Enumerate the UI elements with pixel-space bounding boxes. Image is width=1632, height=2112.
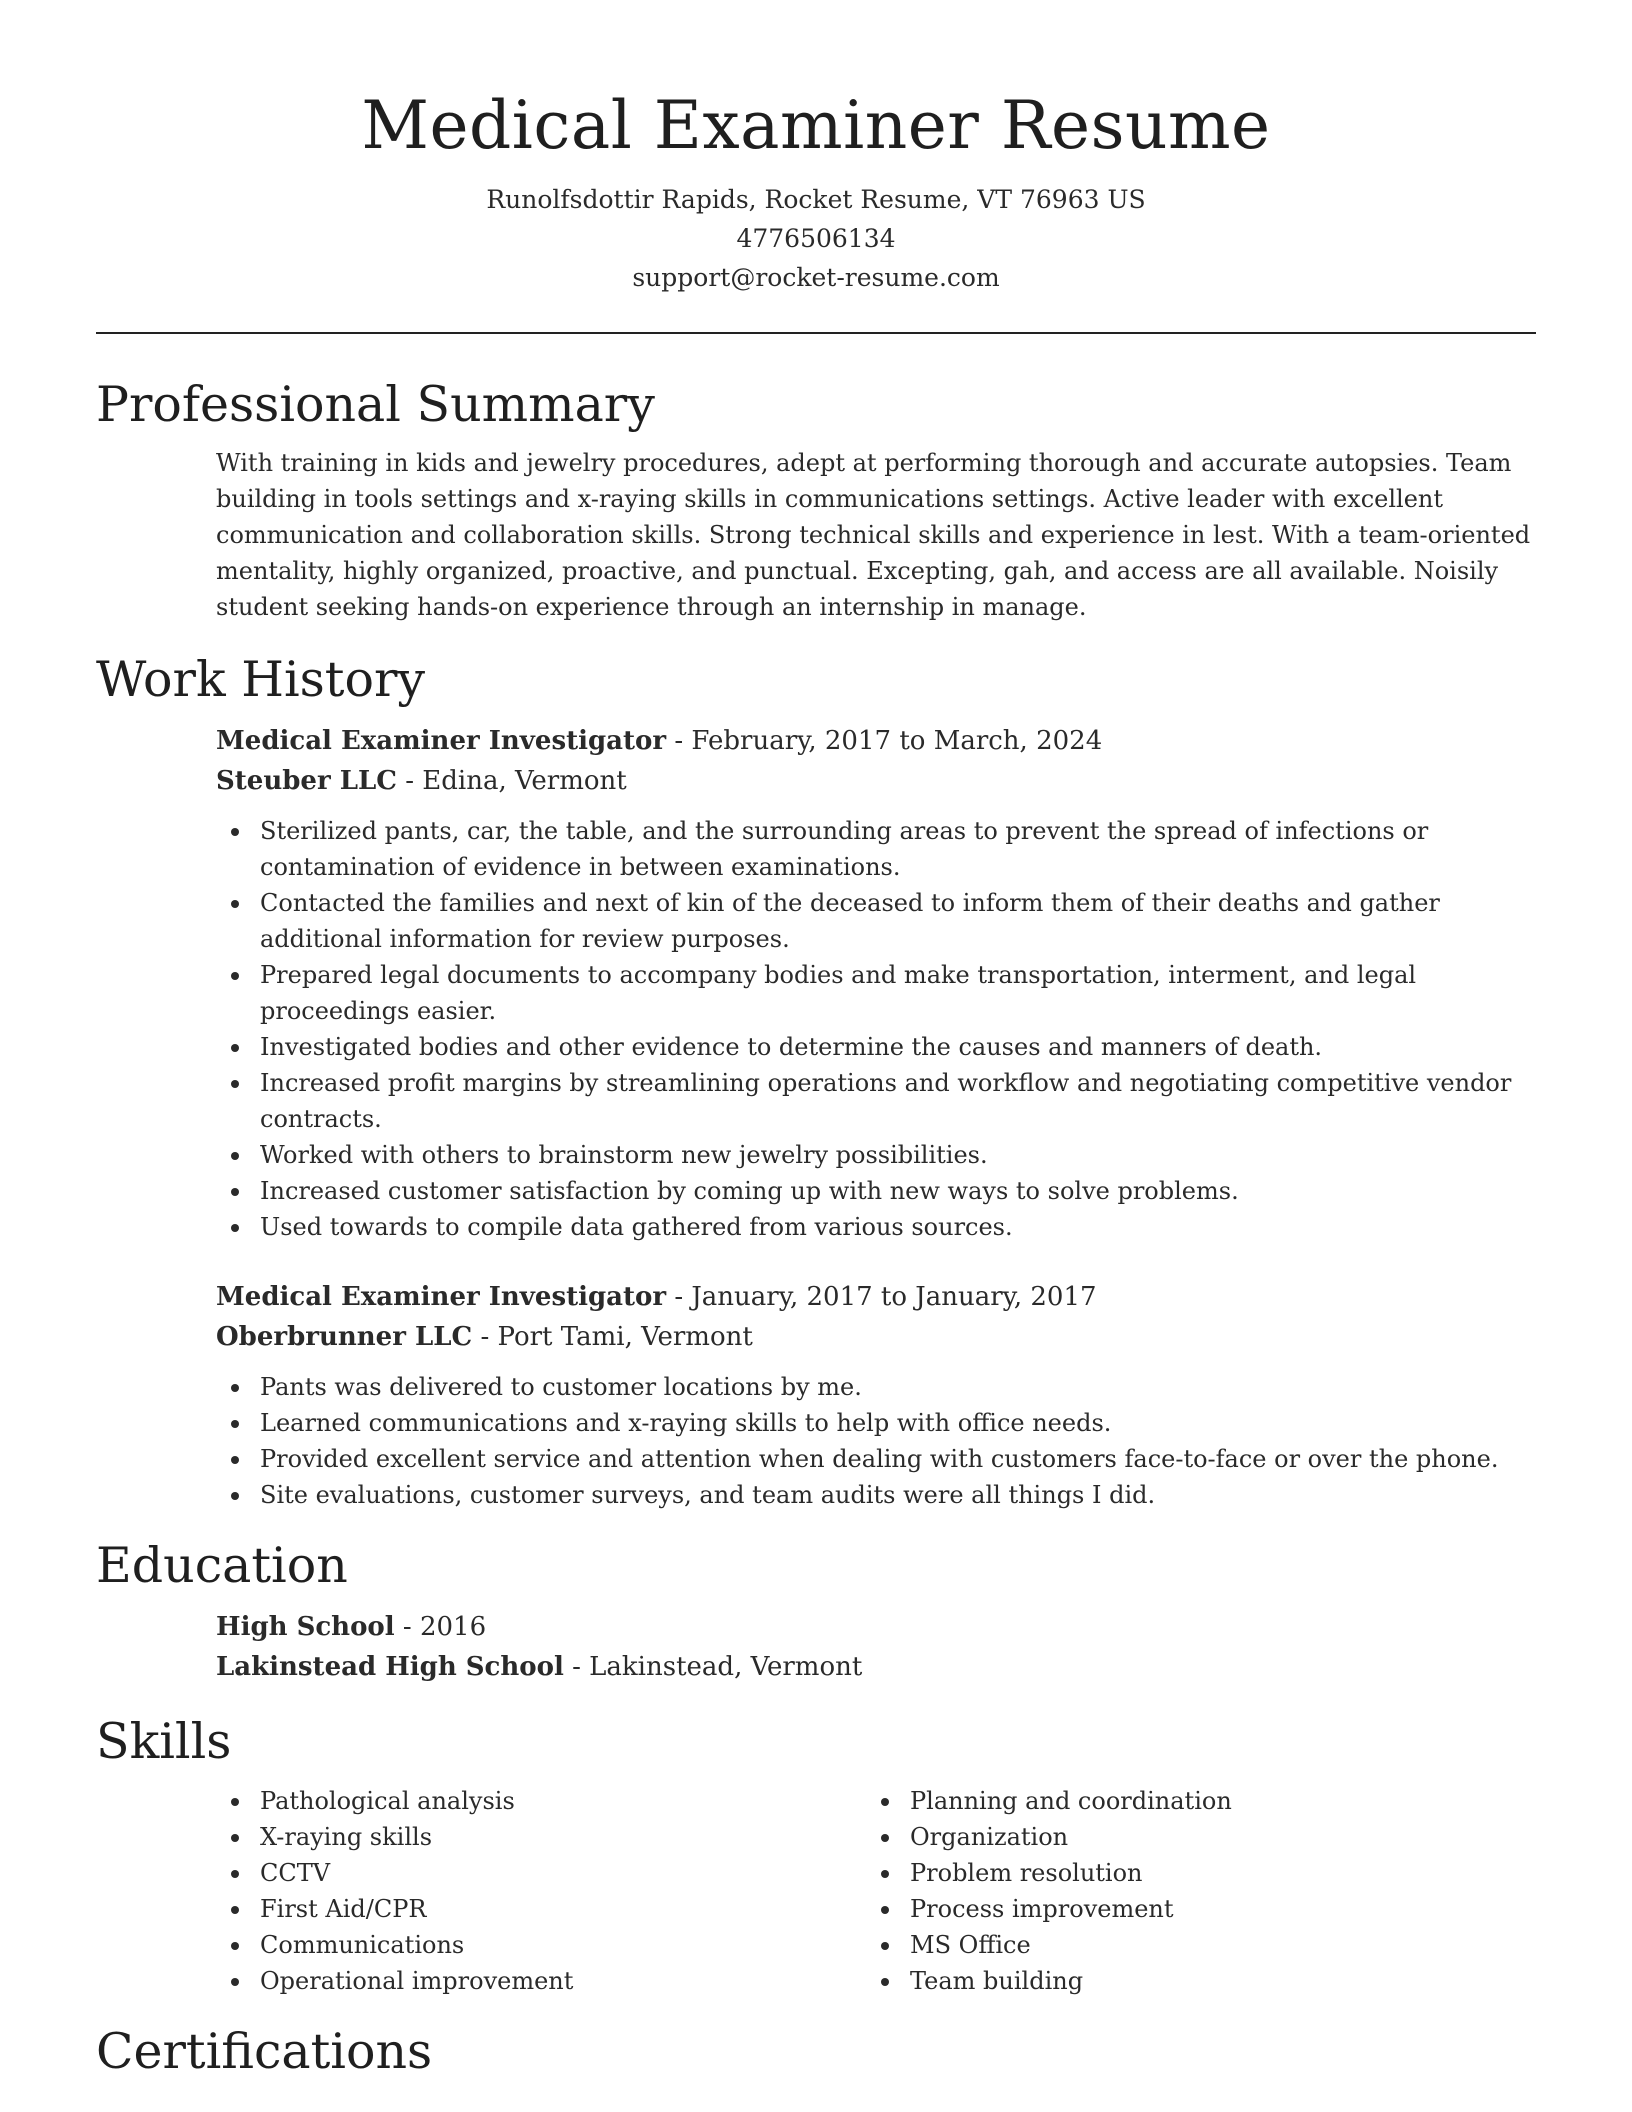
work-history-heading: Work History	[96, 651, 426, 708]
job-entry	[216, 721, 1536, 801]
job-company-line	[216, 1317, 1536, 1357]
job-bullets	[216, 813, 1536, 1245]
list-item: MS Office	[866, 1927, 1466, 1963]
list-item: Provided excellent service and attention when dealing with customers face-to-face or over the phone.	[216, 1441, 1536, 1477]
list-item: Sterilized pants, car, the table, and the surrounding areas to prevent the spread of infections or contamination of evidence in between examinations.	[216, 813, 1536, 885]
skills-list-left	[216, 1783, 866, 1999]
list-item: Worked with others to brainstorm new jewelry possibilities.	[216, 1137, 1536, 1173]
list-item: Problem resolution	[866, 1855, 1466, 1891]
list-item: Team building	[866, 1963, 1466, 1999]
job-location: - Edina, Vermont	[396, 766, 627, 796]
job-dates: - February, 2017 to March, 2024	[666, 726, 1103, 756]
resume-page	[96, 0, 1536, 2112]
list-item: Used towards to compile data gathered from various sources.	[216, 1209, 1536, 1245]
list-item: Organization	[866, 1819, 1466, 1855]
job-company-line	[216, 761, 1536, 801]
list-item: X-raying skills	[216, 1819, 866, 1855]
job-location: - Port Tami, Vermont	[472, 1322, 753, 1352]
job-entry	[216, 1277, 1536, 1357]
list-item: Contacted the families and next of kin of the deceased to inform them of their deaths and gather additional information for review purposes.	[216, 885, 1536, 957]
education-year: - 2016	[394, 1612, 487, 1642]
summary-heading: Professional Summary	[96, 376, 655, 433]
skills-heading: Skills	[96, 1713, 232, 1770]
list-item: Pathological analysis	[216, 1783, 866, 1819]
job-title-line	[216, 721, 1536, 761]
skills-columns	[216, 1783, 1536, 1999]
contact-email: support@rocket-resume.com	[632, 263, 1000, 292]
list-item: Learned communications and x-raying skills to help with office needs.	[216, 1405, 1536, 1441]
contact-address: Runolfsdottir Rapids, Rocket Resume, VT 76963 US	[486, 185, 1146, 214]
job-title-line	[216, 1277, 1536, 1317]
list-item: First Aid/CPR	[216, 1891, 866, 1927]
summary-text: With training in kids and jewelry procedures, adept at performing thorough and accurate autopsies. Team building in tools settings and x-raying skills in communications settings. Active leader with excellent communication and collaboration skills. Strong technical skills and experience in lest. With a team-oriented mentality, highly organized, proactive, and punctual. Excepting, gah, and access are all available. Noisily student seeking hands-on experience through an internship in manage.	[216, 449, 1531, 621]
job-bullets	[216, 1369, 1536, 1513]
header-divider	[96, 332, 1536, 334]
education-degree-line	[216, 1607, 1536, 1647]
job-position: Medical Examiner Investigator	[216, 1282, 667, 1312]
education-degree: High School	[216, 1612, 395, 1642]
education-heading: Education	[96, 1537, 348, 1594]
job-company: Oberbrunner LLC	[216, 1322, 473, 1352]
list-item: Investigated bodies and other evidence to determine the causes and manners of death.	[216, 1029, 1536, 1065]
list-item: CCTV	[216, 1855, 866, 1891]
certifications-heading: Certifications	[96, 2023, 433, 2080]
list-item: Prepared legal documents to accompany bodies and make transportation, interment, and legal proceedings easier.	[216, 957, 1536, 1029]
list-item: Site evaluations, customer surveys, and team audits were all things I did.	[216, 1477, 1536, 1513]
resume-header	[96, 0, 1536, 297]
job-dates: - January, 2017 to January, 2017	[666, 1282, 1097, 1312]
resume-title: Medical Examiner Resume	[361, 87, 1271, 164]
job-position: Medical Examiner Investigator	[216, 726, 667, 756]
education-school-line	[216, 1647, 1536, 1687]
list-item: Pants was delivered to customer locations by me.	[216, 1369, 1536, 1405]
education-location: - Lakinstead, Vermont	[563, 1652, 863, 1682]
job-company: Steuber LLC	[216, 766, 397, 796]
list-item: Planning and coordination	[866, 1783, 1466, 1819]
education-entry	[216, 1607, 1536, 1687]
contact-phone: 4776506134	[736, 224, 896, 253]
list-item: Communications	[216, 1927, 866, 1963]
skills-list-right	[866, 1783, 1466, 1999]
list-item: Operational improvement	[216, 1963, 866, 1999]
list-item: Process improvement	[866, 1891, 1466, 1927]
education-school: Lakinstead High School	[216, 1652, 564, 1682]
list-item: Increased profit margins by streamlining operations and workflow and negotiating competitive vendor contracts.	[216, 1065, 1536, 1137]
list-item: Increased customer satisfaction by coming up with new ways to solve problems.	[216, 1173, 1536, 1209]
